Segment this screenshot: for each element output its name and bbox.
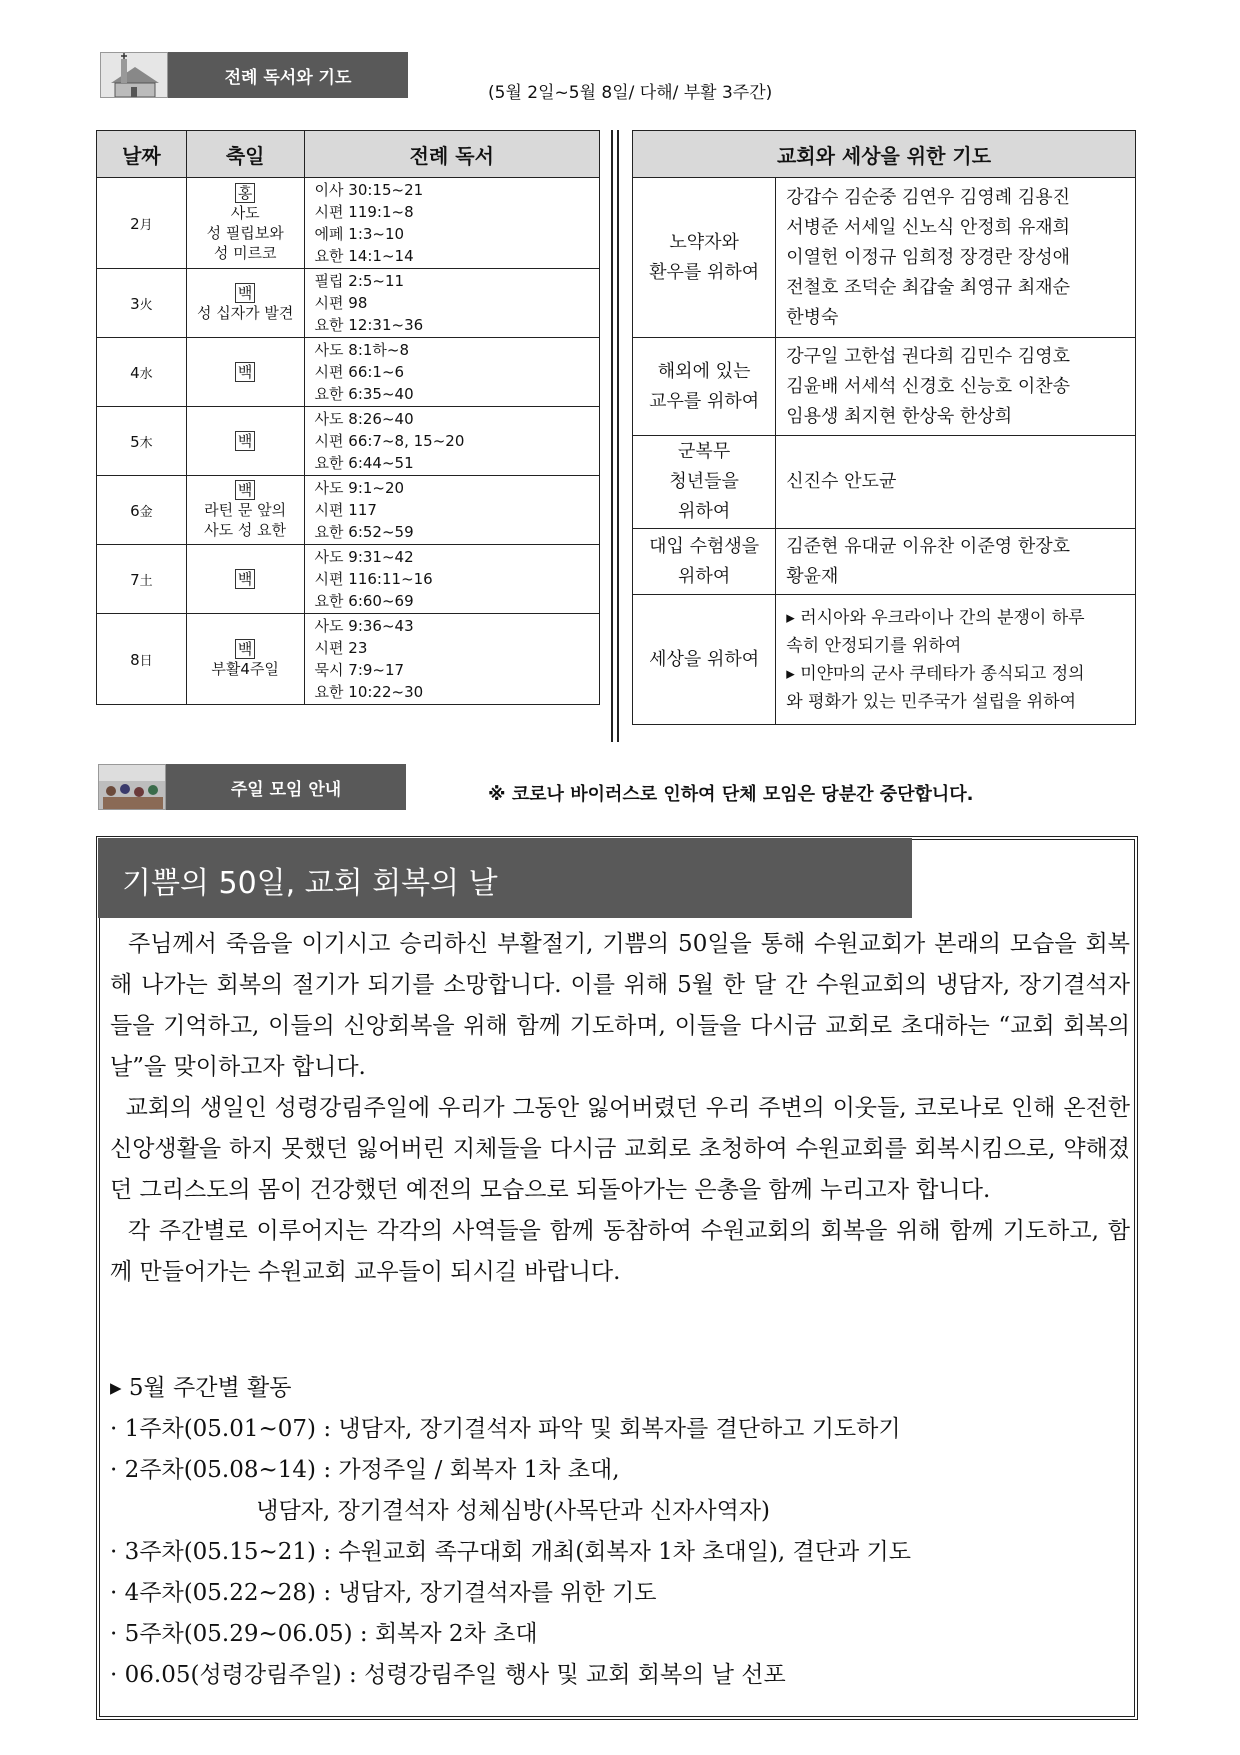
article-paragraph: 각 주간별로 이루어지는 각각의 사역들을 함께 동참하여 수원교회의 회복을 위해 함께 기도하고, 함께 만들어가는 수원교회 교우들이 되시길 바랍니다.: [110, 1218, 1131, 1285]
date-cell: [97, 269, 187, 338]
prayer-names-line: 이열헌 이정규 임희정 장경란 장성애: [786, 246, 1070, 268]
readings-header-cell: 날짜: [97, 131, 187, 178]
reading-line: 시편 116:11~16: [314, 570, 433, 588]
feast-cell: [186, 269, 304, 338]
prayer-row: [633, 338, 1136, 436]
section-title: 주일 모임 안내: [166, 764, 406, 810]
prayer-names-line: 강구일 고한섭 권다희 김민수 김영호: [786, 345, 1070, 367]
day-number: 2: [130, 214, 140, 233]
reading-line: 요한 6:35~40: [314, 385, 414, 403]
prayer-category: 노약자와: [669, 231, 739, 253]
section-header-meeting: [98, 764, 406, 810]
reading-line: 요한 6:52~59: [314, 523, 414, 541]
prayer-names-line: 서병준 서세일 신노식 안정희 유재희: [786, 216, 1070, 238]
prayer-category-cell: [633, 529, 776, 595]
readings-cell: [304, 407, 599, 476]
day-of-week: 水: [139, 366, 153, 382]
readings-header-cell: 축일: [186, 131, 304, 178]
feast-cell: [186, 614, 304, 705]
date-cell: [97, 476, 187, 545]
reading-row: [97, 338, 600, 407]
prayer-category-cell: [633, 338, 776, 436]
reading-line: 이사 30:15~21: [314, 181, 424, 199]
date-cell: [97, 407, 187, 476]
reading-row: [97, 545, 600, 614]
prayer-names-line: 속히 안정되기를 위하여: [786, 635, 962, 656]
feast-name: 부활4주일: [211, 660, 279, 678]
reading-line: 시편 66:1~6: [314, 363, 405, 381]
readings-cell: [304, 269, 599, 338]
day-of-week: 月: [139, 217, 153, 233]
liturgical-color-badge: 백: [235, 639, 256, 659]
prayer-category: 교우를 위하여: [649, 390, 760, 412]
prayer-row: [633, 436, 1136, 529]
prayer-names-line: 한병숙: [786, 306, 839, 328]
day-of-week: 火: [139, 297, 153, 313]
prayer-names-cell: [776, 436, 1136, 529]
liturgical-color-badge: 백: [235, 283, 256, 303]
date-cell: [97, 338, 187, 407]
reading-row: [97, 614, 600, 705]
liturgical-color-badge: 백: [235, 362, 256, 382]
reading-line: 시편 66:7~8, 15~20: [314, 432, 465, 450]
activity-item: · 3주차(05.15~21) : 수원교회 족구대회 개최(회복자 1차 초대일), 결단과 기도: [110, 1539, 911, 1565]
date-cell: [97, 545, 187, 614]
prayer-names-line: 김준현 유대균 이유찬 이준영 한장호: [786, 535, 1070, 557]
reading-line: 사도 8:26~40: [314, 410, 414, 428]
reading-line: 시편 117: [314, 501, 377, 519]
prayer-names-line: ▸ 미얀마의 군사 쿠테타가 종식되고 정의: [786, 663, 1085, 684]
article-paragraph: 교회의 생일인 성령강림주일에 우리가 그동안 잃어버렸던 우리 주변의 이웃들, 코로나로 인해 온전한 신앙생활을 하지 못했던 잃어버린 지체들을 다시금 교회로 초청하여 수원교회를 회복시킴으로, 약해졌던 그리스도의 몸이 건강했던 예전의 모습으로 되돌아가는 은총을 함께 누리고자 합니다.: [110, 1095, 1138, 1203]
activity-item: · 5주차(05.29~06.05) : 회복자 2차 초대: [110, 1621, 538, 1647]
liturgical-color-badge: 백: [235, 480, 256, 500]
activity-item: 냉담자, 장기결석자 성체심방(사목단과 신자사역자): [110, 1498, 770, 1524]
prayer-names-cell: [776, 178, 1136, 338]
activity-item: · 06.05(성령강림주일) : 성령강림주일 행사 및 교회 회복의 날 선포: [110, 1662, 786, 1688]
prayer-category: 군복무: [678, 441, 731, 462]
feast-name: 라틴 문 앞의: [204, 501, 287, 519]
prayer-row: [633, 178, 1136, 338]
feast-cell: [186, 476, 304, 545]
day-number: 3: [130, 294, 140, 313]
section-title: 전례 독서와 기도: [168, 52, 408, 98]
reading-line: 요한 10:22~30: [314, 683, 424, 701]
divider: [617, 130, 619, 742]
reading-line: 사도 9:36~43: [314, 617, 414, 635]
feast-name: 성 미르코: [213, 244, 277, 262]
readings-cell: [304, 178, 599, 269]
prayer-category: 환우를 위하여: [649, 261, 760, 283]
readings-cell: [304, 338, 599, 407]
day-number: 7: [130, 570, 140, 589]
activities-list: [110, 1368, 1130, 1696]
date-cell: [97, 614, 187, 705]
reading-line: 시편 98: [314, 294, 368, 312]
readings-header-cell: 전례 독서: [304, 131, 599, 178]
reading-line: 필립 2:5~11: [314, 272, 405, 290]
reading-line: 요한 14:1~14: [314, 247, 414, 265]
activity-item: · 2주차(05.08~14) : 가정주일 / 회복자 1차 초대,: [110, 1457, 620, 1483]
article-paragraph: 주님께서 죽음을 이기시고 승리하신 부활절기, 기쁨의 50일을 통해 수원교회가 본래의 모습을 회복해 나가는 회복의 절기가 되기를 소망합니다. 이를 위해 5월 한 달 간 수원교회의 냉담자, 장기결석자들을 기억하고, 이들의 신앙회복을 위해 함께 기도하며, 이들을 다시금 교회로 초대하는 “교회 회복의 날”을 맞이하고자 합니다.: [110, 931, 1138, 1080]
feast-name: 성 필립보와: [206, 224, 284, 242]
day-number: 4: [130, 363, 140, 382]
liturgical-color-badge: 백: [235, 431, 256, 451]
feast-name: 사도 성 요한: [204, 521, 287, 539]
readings-cell: [304, 545, 599, 614]
day-number: 6: [130, 501, 140, 520]
reading-line: 요한 6:44~51: [314, 454, 414, 472]
reading-line: 사도 9:1~20: [314, 479, 405, 497]
feast-cell: [186, 178, 304, 269]
section-header-liturgy: [100, 52, 408, 98]
prayer-names-line: 황윤재: [786, 565, 839, 587]
prayer-row: [633, 529, 1136, 595]
activity-item: · 4주차(05.22~28) : 냉담자, 장기결석자를 위한 기도: [110, 1580, 657, 1606]
prayer-names-line: 임용생 최지현 한상욱 한상희: [786, 405, 1013, 427]
prayer-category-cell: [633, 178, 776, 338]
prayer-row: [633, 595, 1136, 725]
prayer-table: [632, 130, 1136, 725]
day-of-week: 日: [139, 653, 153, 669]
reading-line: 사도 9:31~42: [314, 548, 414, 566]
reading-line: 시편 119:1~8: [314, 203, 414, 221]
church-building-image: [100, 52, 168, 98]
liturgical-color-badge: 백: [235, 569, 256, 589]
prayer-category: 세상을 위하여: [649, 648, 760, 670]
prayer-names-line: 전철호 조덕순 최갑술 최영규 최재순: [786, 276, 1070, 298]
reading-line: 묵시 7:9~17: [314, 661, 405, 679]
prayer-names-line: 신진수 안도균: [786, 471, 897, 492]
week-subtitle: (5월 2일~5월 8일/ 다해/ 부활 3주간): [488, 83, 773, 103]
prayer-names-cell: [776, 338, 1136, 436]
prayer-names-line: 와 평화가 있는 민주국가 설립을 위하여: [786, 691, 1077, 712]
prayer-category: 해외에 있는: [657, 360, 751, 382]
readings-cell: [304, 476, 599, 545]
activity-item: · 1주차(05.01~07) : 냉담자, 장기결석자 파악 및 회복자를 결단하고 기도하기: [110, 1416, 901, 1442]
activities-title: ▸ 5월 주간별 활동: [110, 1375, 292, 1401]
reading-line: 사도 8:1하~8: [314, 341, 410, 359]
prayer-table-header: 교회와 세상을 위한 기도: [633, 131, 1136, 178]
readings-cell: [304, 614, 599, 705]
prayer-category-cell: [633, 595, 776, 725]
reading-row: [97, 269, 600, 338]
reading-row: [97, 178, 600, 269]
day-of-week: 土: [139, 573, 153, 589]
reading-line: 요한 6:60~69: [314, 592, 414, 610]
article-title: 기쁨의 50일, 교회 회복의 날: [122, 866, 498, 901]
prayer-names-line: 김윤배 서세석 신경호 신능호 이찬송: [786, 375, 1070, 397]
article-title-bar: [98, 838, 912, 918]
prayer-category: 청년들을: [669, 471, 739, 492]
feast-name: 사도: [230, 204, 260, 222]
feast-cell: [186, 407, 304, 476]
day-of-week: 木: [139, 435, 153, 451]
prayer-category: 대입 수험생을: [649, 535, 760, 557]
reading-row: [97, 407, 600, 476]
liturgical-color-badge: 홍: [235, 183, 256, 203]
reading-line: 시편 23: [314, 639, 368, 657]
meeting-photo-image: [98, 764, 166, 810]
readings-table: [96, 130, 600, 705]
prayer-names-cell: [776, 529, 1136, 595]
prayer-category: 위하여: [678, 501, 731, 522]
meeting-notice: ※ 코로나 바이러스로 인하여 단체 모임은 당분간 중단합니다.: [488, 784, 974, 805]
prayer-names-cell: [776, 595, 1136, 725]
reading-line: 에페 1:3~10: [314, 225, 405, 243]
article-body: [110, 924, 1138, 1293]
prayer-category-cell: [633, 436, 776, 529]
feast-cell: [186, 338, 304, 407]
date-cell: [97, 178, 187, 269]
feast-cell: [186, 545, 304, 614]
reading-line: 요한 12:31~36: [314, 316, 424, 334]
divider: [611, 130, 613, 742]
feast-name: 성 십자가 발견: [196, 304, 294, 322]
prayer-names-line: 강갑수 김순중 김연우 김영례 김용진: [786, 186, 1070, 208]
reading-row: [97, 476, 600, 545]
day-number: 5: [130, 432, 140, 451]
day-of-week: 金: [139, 504, 153, 520]
prayer-names-line: ▸ 러시아와 우크라이나 간의 분쟁이 하루: [786, 607, 1085, 628]
prayer-category: 위하여: [678, 565, 731, 587]
day-number: 8: [130, 650, 140, 669]
